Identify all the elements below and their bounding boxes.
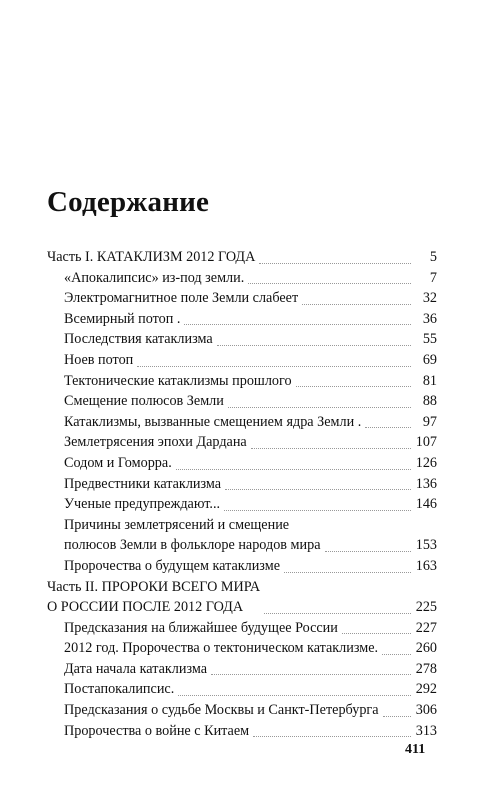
toc-entry-page: 146 [415,496,437,513]
toc-entry-page: 69 [422,351,437,368]
toc-entry-title [64,350,133,371]
toc-entry-title [64,474,221,495]
toc-entry-title [64,309,180,330]
page-title: Содержание [47,186,210,218]
dot-leader [383,715,411,717]
dot-leader [253,735,411,737]
dot-leader [264,612,411,614]
dot-leader [251,447,411,449]
toc-entry-title [64,721,249,742]
toc-chapter-entry [47,412,437,433]
toc-entry-page: 306 [415,702,437,719]
toc-entry-title [64,391,224,412]
toc-entry-title-line: Тектонические катаклизмы прошлого [64,372,292,389]
toc-entry-page: 126 [415,454,437,471]
dot-leader [184,323,411,325]
toc-entry-title [64,494,220,515]
dot-leader [176,468,411,470]
toc-chapter-entry [47,432,437,453]
toc-entry-page: 81 [422,372,437,389]
toc-chapter-entry [47,309,437,330]
toc-entry-title-line: Землетрясения эпохи Дардана [64,434,247,451]
toc-chapter-entry [47,494,437,515]
toc-entry-title-line: Предвестники катаклизма [64,475,222,492]
toc-part-entry [47,247,437,268]
toc-entry-title-line: полюсов Земли в фольклоре народов мира [64,537,321,554]
toc-entry-title-line: Смещение полюсов Земли [64,393,224,410]
toc-entry-page: 292 [415,681,437,698]
toc-chapter-entry [47,371,437,392]
toc-chapter-entry [47,288,437,309]
toc-chapter-entry [47,700,437,721]
toc-entry-title-line: Пророчества о будущем катаклизме [64,557,280,574]
toc-entry-title [64,679,174,700]
toc-chapter-entry [47,659,437,680]
toc-entry-page: 153 [415,537,437,554]
toc-entry-title [64,268,244,289]
toc-entry-title-line: Всемирный потоп . [64,310,181,327]
dot-leader [217,344,411,346]
dot-leader [211,673,411,675]
toc-chapter-entry [47,515,437,556]
toc-entry-title-line: Предсказания на ближайшее будущее России [64,619,338,636]
dot-leader [302,303,411,305]
toc-entry-title-line: 2012 год. Пророчества о тектоническом катаклизме. [64,640,379,657]
dot-leader [296,385,411,387]
toc-entry-title [64,618,338,639]
toc-entry-title-line: Катаклизмы, вызванные смещением ядра Земли . [64,413,362,430]
toc-entry-page: 7 [429,269,437,286]
toc-chapter-entry [47,329,437,350]
toc-entry-title [64,329,213,350]
toc-entry-page: 260 [415,640,437,657]
toc-entry-page: 55 [422,331,437,348]
toc-entry-page: 107 [415,434,437,451]
toc-entry-title [64,659,207,680]
toc-entry-title [64,371,292,392]
toc-entry-title-line: Пророчества о войне с Китаем [64,722,250,739]
dot-leader [259,262,411,264]
dot-leader [342,632,411,634]
toc-entry-title-line: О РОССИИ ПОСЛЕ 2012 ГОДА [47,599,244,616]
toc-chapter-entry [47,638,437,659]
dot-leader [137,365,411,367]
dot-leader [228,406,411,408]
toc-entry-page: 5 [429,249,437,265]
toc-entry-page: 32 [422,290,437,307]
toc-chapter-entry [47,391,437,412]
toc-entry-title-line: Часть II. ПРОРОКИ ВСЕГО МИРА [47,578,261,595]
dot-leader [284,571,411,573]
toc-entry-title [64,432,247,453]
toc-entry-title-line: Причины землетрясений и смещение [64,516,290,533]
toc-chapter-entry [47,618,437,639]
toc-entry-page: 278 [415,660,437,677]
table-of-contents [47,247,437,741]
toc-chapter-entry [47,474,437,495]
toc-entry-page: 88 [422,393,437,410]
toc-chapter-entry [47,268,437,289]
toc-chapter-entry [47,721,437,742]
toc-chapter-entry [47,350,437,371]
toc-entry-title [64,515,321,556]
dot-leader [382,653,411,655]
toc-part-entry [47,577,437,618]
dot-leader [225,488,411,490]
dot-leader [178,694,411,696]
toc-chapter-entry [47,453,437,474]
toc-entry-title [47,247,255,268]
toc-entry-page: 136 [415,475,437,492]
toc-entry-title-line: Ученые предупреждают... [64,496,221,513]
toc-entry-title-line: Постапокалипсис. [64,681,175,698]
dot-leader [248,282,411,284]
toc-entry-title [64,288,298,309]
dot-leader [325,550,411,552]
toc-entry-title-line: Последствия катаклизма [64,331,213,348]
toc-entry-title-line: «Апокалипсис» из-под земли. [64,269,245,286]
toc-entry-page: 225 [415,599,437,616]
toc-entry-page: 163 [415,557,437,574]
toc-chapter-entry [47,679,437,700]
toc-entry-title [64,638,378,659]
toc-entry-title [47,577,260,618]
page-number: 411 [405,742,426,757]
toc-entry-page: 36 [422,310,437,327]
toc-entry-title-line: Электромагнитное поле Земли слабеет [64,290,299,307]
toc-entry-page: 313 [415,722,437,739]
toc-entry-title-line: Предсказания о судьбе Москвы и Санкт-Петербурга [64,702,379,719]
toc-entry-title-line: Дата начала катаклизма [64,660,208,677]
toc-entry-title-line: Ноев потоп [64,351,134,368]
toc-chapter-entry [47,556,437,577]
toc-entry-page: 227 [415,619,437,636]
dot-leader [224,509,411,511]
dot-leader [365,426,411,428]
toc-entry-title-line: Часть I. КАТАКЛИЗМ 2012 ГОДА [47,249,256,265]
toc-entry-title [64,412,361,433]
toc-entry-page: 97 [422,413,437,430]
toc-entry-title-line: Содом и Гоморра. [64,454,172,471]
toc-entry-title [64,700,379,721]
toc-entry-title [64,556,280,577]
toc-entry-title [64,453,172,474]
